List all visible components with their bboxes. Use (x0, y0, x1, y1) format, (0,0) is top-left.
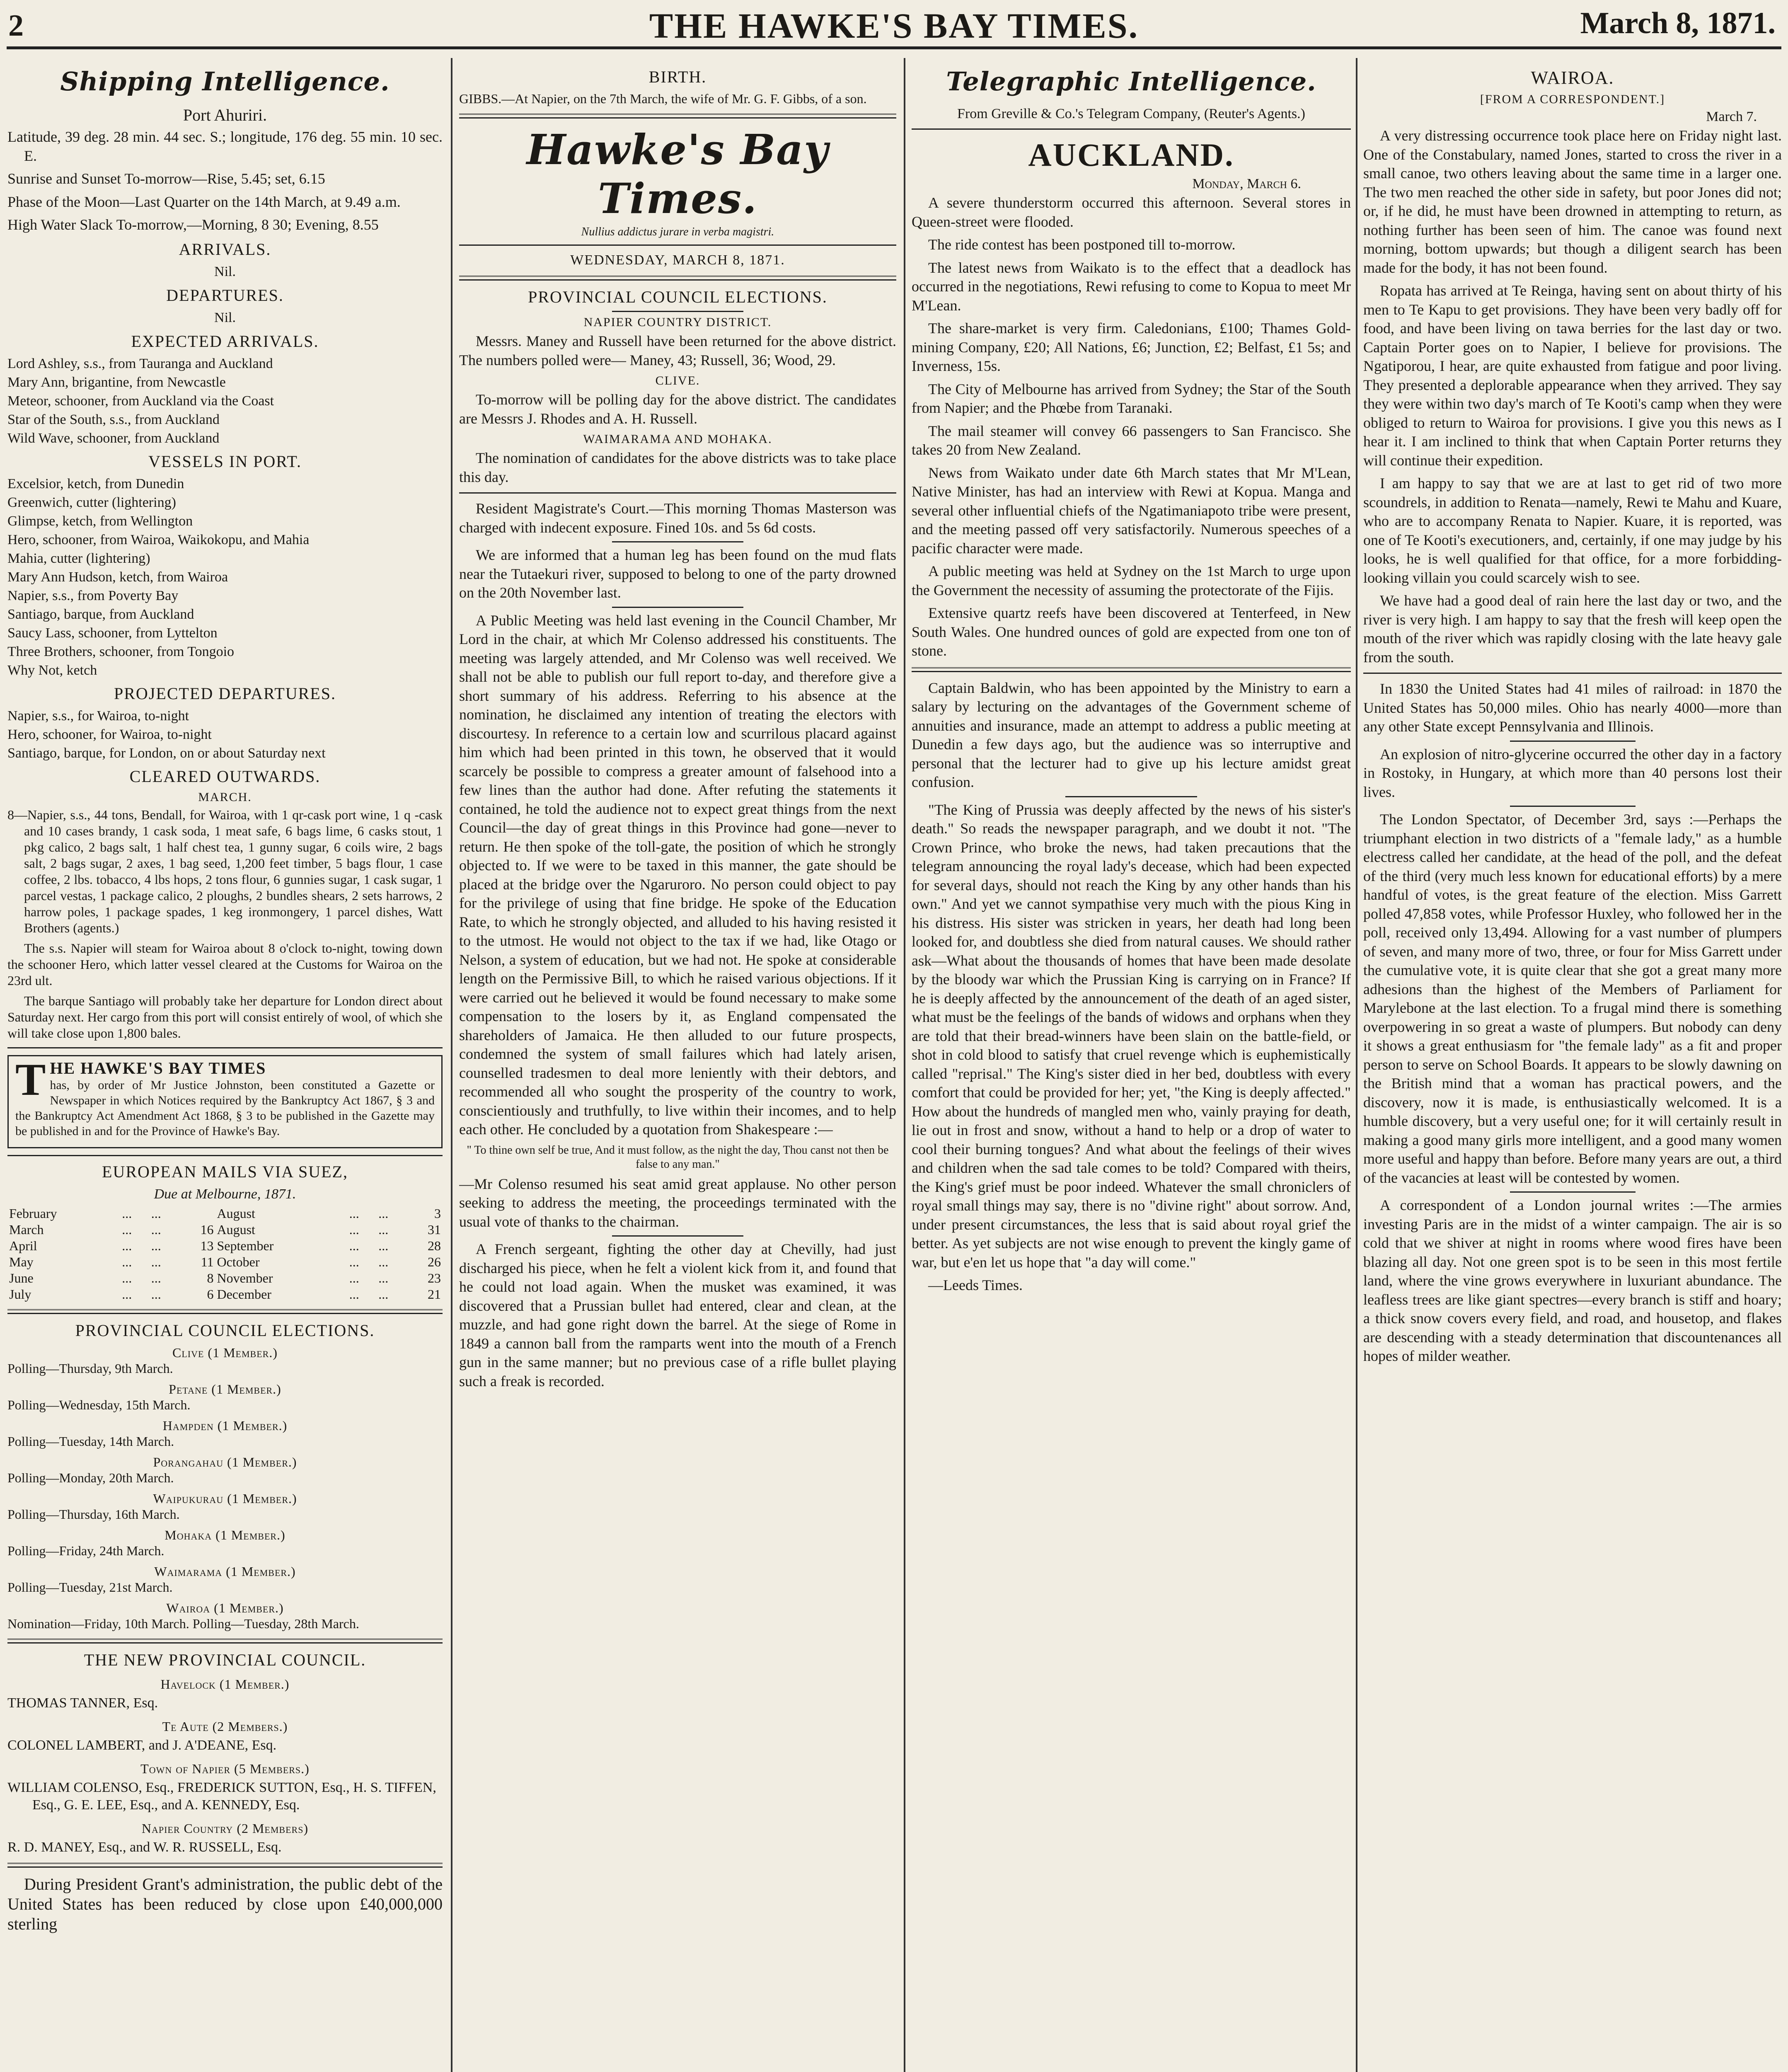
page-number: 2 (8, 9, 24, 43)
polling-date: Polling—Tuesday, 21st March. (7, 1579, 173, 1595)
mails-subheading: Due at Melbourne, 1871. (154, 1186, 296, 1202)
divider (912, 128, 1351, 130)
column-divider (904, 58, 905, 2072)
column-4 (1363, 62, 1782, 2072)
wairoa-paragraph: I am happy to say that we are at last to get rid of two more scoundrels, in addition to Renata—namely, Rewi te Mahu and Kuare, who are to accompany Renata to Napier. Kuare, it is reported, was one of Te Kooti's executioners, and, certainly, if one may judge by his looks, he is well qualified for that office, for a more forbidding-looking villain you could scarcely wish to see. (1363, 475, 1782, 586)
list-item: Excelsior, ketch, from Dunedin (7, 476, 184, 491)
divider (1065, 796, 1197, 797)
list-item: Glimpse, ketch, from Wellington (7, 513, 193, 529)
notice-dropcap: T (15, 1054, 46, 1105)
table-row: May ... ... 11 October ... ... 26 (9, 1254, 441, 1269)
masthead-rule (7, 46, 1781, 49)
telegram-paragraph: A severe thunderstorm occurred this afternoon. Several stores in Queen-street were flooded. (912, 194, 1351, 230)
column-divider (1356, 58, 1357, 2072)
clive-heading: CLIVE. (655, 374, 700, 387)
waimarama-heading: WAIMARAMA AND MOHAKA. (583, 432, 772, 446)
polling-date: Polling—Thursday, 9th March. (7, 1360, 173, 1376)
district-name: Petane (1 Member.) (169, 1381, 281, 1397)
elections-heading: PROVINCIAL COUNCIL ELECTIONS. (528, 288, 827, 306)
expected-heading: EXPECTED ARRIVALS. (131, 332, 319, 351)
polling-date: Nomination—Friday, 10th March. Polling—Tuesday, 28th March. (7, 1616, 359, 1631)
new-council-list (7, 1675, 443, 1856)
expected-list (7, 355, 443, 447)
table-row: June ... ... 8 November ... ... 23 (9, 1270, 441, 1285)
list-item: Santiago, barque, for London, on or about Saturday next (7, 745, 326, 761)
list-item: Three Brothers, schooner, from Tongoio (7, 644, 235, 659)
departures-value: Nil. (214, 310, 236, 325)
public-meeting: A Public Meeting was held last evening in the Council Chamber, Mr Lord in the chair, at which Mr Colenso addressed his constituents. The meeting was largely attended, and Mr Colenso was well received. We shall not be able to publish our full report to-day, and therefore give a short summary of his address. Referring to his absence at the nomination, he disclaimed any intention of treating the electors with discourtesy. In reference to a certain low and scurrilous placard against him which had been printed in this town, he observed that it would scarcely be possible to compress a greater amount of falsehood into a few lines than the author had done. After refuting the statements it contained, he told the audience not to expect great things from the next Council—the day of great things in this Province had gone—never to return. He then spoke of the toll-gate, the position of which he strongly objected to. If we were to be taxed in this manner, the gate should be placed at the bridge over the Ngaruroro. No person could object to pay for the privilege of using that fine bridge. He spoke of the Education Rate, to which he strongly objected, and alluded to his having resisted it to the utmost. He would not object to the tax if we had, like Otago or Nelson, a system of education, but we had not. He spoke at considerable length on the Permissive Bill, to which he raised various objections. If it were carried out he believed it would be found necessary to make some compensation to the losers by it, as England compensated the shareholders of Jamaica. He then alluded to our future prospects, condemned the system of small failures which had lately arisen, counselled tradesmen to deal more leniently with their debtors, and recommended all who sought the prosperity of the country to work, conscientiously and truthfully, to live within their incomes, and to help each other. He concluded by a quotation from Shakespeare :— (459, 612, 896, 1138)
clive-text: To-morrow will be polling day for the above district. The candidates are Messrs J. Rhodes and A. H. Russell. (459, 391, 896, 427)
polling-date: Polling—Monday, 20th March. (7, 1470, 174, 1485)
telegram-paragraph: The latest news from Waikato is to the effect that a deadlock has occurred in the negotiations, Rewi refusing to come to Kopua to meet Mr M'Lean. (912, 259, 1351, 314)
members: COLONEL LAMBERT, and J. A'DEANE, Esq. (7, 1737, 277, 1753)
members: R. D. MANEY, Esq., and W. R. RUSSELL, Esq. (7, 1839, 282, 1855)
list-item: Santiago, barque, from Auckland (7, 606, 194, 622)
cleared-entry: 8—Napier, s.s., 44 tons, Bendall, for Wairoa, with 1 qr-cask port wine, 1 q -cask and 10 cases brandy, 1 cask soda, 1 meat safe, 6 bags lime, 6 casks stout, 1 pkg calico, 2 bags salt, 1 half chest tea, 1 gunny sugar, 6 coils wire, 2 bags salt, 2 bags sugar, 2 axes, 1 bag seed, 1,200 feet timber, 5 bags flour, 1 case coffee, 2 lbs. tobacco, 4 lbs hops, 2 tons flour, 6 gunnies sugar, 1 cask sugar, 1 parcel vestas, 1 package calico, 2 ploughs, 2 bundles shears, 2 sets harrows, 2 harrow poles, 1 package spades, 1 keg ironmongery, 1 parcel dishes, Watt Brothers (agents.) (7, 807, 443, 935)
editorial-date: WEDNESDAY, MARCH 8, 1871. (570, 252, 785, 268)
latitude: Latitude, 39 deg. 28 min. 44 sec. S.; longitude, 176 deg. 55 min. 10 sec. E. (7, 128, 443, 164)
napier-country-heading: NAPIER COUNTRY DISTRICT. (583, 315, 772, 329)
wairoa-paragraph: A very distressing occurrence took place here on Friday night last. One of the Constabulary, named Jones, started to cross the river in a small canoe, two others leaving about the same time in a larger one. The two men reached the other side in safety, but poor Jones did not; or, if he did, he must have been drowned in attempting to return, as nothing further has been seen of him. The canoe was found next morning, bottom upwards; but though a diligent search has been made for the body, it has not been found. (1363, 127, 1782, 276)
waimarama-text: The nomination of candidates for the above districts was to take place this day. (459, 450, 896, 485)
list-item: Greenwich, cutter (lightering) (7, 494, 176, 510)
double-divider (459, 114, 896, 119)
list-item: Saucy Lass, schooner, from Lyttelton (7, 625, 218, 641)
telegram-paragraph: The ride contest has been postponed till to-morrow. (928, 236, 1236, 253)
column-1 (7, 62, 443, 2072)
sunrise: Sunrise and Sunset To-morrow—Rise, 5.45; set, 6.15 (7, 170, 325, 187)
divider (612, 607, 743, 608)
human-leg: We are informed that a human leg has been found on the mud flats near the Tutaekuri river, supposed to belong to one of the party drowned on the 20th November last. (459, 547, 896, 601)
column-3 (912, 62, 1351, 2072)
district-name: Wairoa (1 Member.) (166, 1600, 284, 1615)
telegraphic-heading: Telegraphic Intelligence. (946, 66, 1316, 97)
meeting-close: —Mr Colenso resumed his seat amid great applause. No other person seeking to address the meeting, the proceedings terminated with the usual vote of thanks to the chairman. (459, 1175, 896, 1230)
projected-list (7, 707, 443, 762)
correspondent-line: [FROM A CORRESPONDENT.] (1480, 92, 1665, 106)
cleared-heading: CLEARED OUTWARDS. (129, 767, 321, 786)
district-name: Te Aute (2 Members.) (162, 1719, 288, 1734)
napier-note: The s.s. Napier will steam for Wairoa about 8 o'clock to-night, towing down the schooner Hero, which latter vessel cleared at the Customs for Wairoa on the 23rd ult. (7, 940, 443, 988)
divider (7, 1155, 443, 1156)
divider (1510, 741, 1636, 742)
grant-paragraph: During President Grant's administration, the public debt of the United States has been reduced by close upon £40,000,000 sterling (7, 1874, 443, 1933)
column-divider (451, 58, 452, 2072)
list-item: Mary Ann Hudson, ketch, from Wairoa (7, 569, 228, 585)
district-name: Napier Country (2 Members) (141, 1820, 309, 1836)
issue-date: March 8, 1871. (1580, 6, 1776, 40)
district-name: Waipukurau (1 Member.) (153, 1491, 297, 1506)
polling-date: Polling—Wednesday, 15th March. (7, 1397, 191, 1412)
mails-table (7, 1205, 443, 1302)
district-name: Town of Napier (5 Members.) (140, 1761, 310, 1776)
shakespeare-quote: " To thine own self be true, And it must follow, as the night the day, Thou canst not then be false to any man." (467, 1143, 889, 1171)
district-name: Mohaka (1 Member.) (165, 1527, 285, 1542)
divider (612, 1235, 743, 1237)
divider (612, 311, 743, 312)
in-port-heading: VESSELS IN PORT. (148, 452, 302, 471)
list-item: Mahia, cutter (lightering) (7, 550, 150, 566)
nitro-explosion: An explosion of nitro-glycerine occurred the other day in a factory in Rostoky, in Hungary, at which more than 40 persons lost their lives. (1363, 746, 1782, 800)
district-name: Havelock (1 Member.) (160, 1676, 290, 1692)
polling-date: Polling—Friday, 24th March. (7, 1543, 165, 1558)
district-name: Waimarama (1 Member.) (154, 1564, 296, 1579)
telegram-paragraph: The share-market is very firm. Caledonians, £100; Thames Gold-mining Company, £20; All Nations, £6; Junction, £2; Belfast, £1 5s; and Inverness, 15s. (912, 320, 1351, 374)
double-divider (7, 1309, 443, 1314)
paris-siege: A correspondent of a London journal writes :—The armies investing Paris are in the midst of a winter campaign. The air is so cold that we shiver at night in rooms where wood fires have been blazing all day. Not one green spot is to be seen in this most fertile land, where the vine grows everywhere in luxuriant abundance. The leafless trees are like giant spectres—every branch is stiff and hoary; a thick snow covers every field, and road, and housetop, and flakes are descending with a steady determination that discountenances all hopes of milder weather. (1363, 1197, 1782, 1364)
auckland-heading: AUCKLAND. (1028, 137, 1234, 173)
auckland-dateline: Monday, March 6. (1192, 176, 1301, 191)
newspaper-title: THE HAWKE'S BAY TIMES. (649, 6, 1139, 46)
list-item: Lord Ashley, s.s., from Tauranga and Auckland (7, 356, 273, 371)
district-name: Porangahau (1 Member.) (153, 1454, 297, 1469)
masthead (0, 0, 1788, 46)
telegram-paragraph: The mail steamer will convey 66 passengers to San Francisco. She takes 20 from New Zealand. (912, 422, 1351, 458)
list-item: Meteor, schooner, from Auckland via the Coast (7, 393, 274, 409)
divider (1363, 673, 1782, 674)
table-row: July ... ... 6 December ... ... 21 (9, 1286, 441, 1302)
gazette-notice (7, 1055, 443, 1148)
table-row: March ... ... 16 August ... ... 31 (9, 1222, 441, 1237)
notice-heading: HE HAWKE'S BAY TIMES (50, 1058, 266, 1077)
list-item: Napier, s.s., for Wairoa, to-night (7, 708, 189, 724)
table-row: February ... ... August ... ... 3 (9, 1205, 441, 1221)
birth-heading: BIRTH. (648, 68, 707, 86)
captain-baldwin: Captain Baldwin, who has been appointed by the Ministry to earn a salary by lecturing on the advantages of the Government scheme of annuities and insurance, made an attempt to address a public meeting at Dunedin a few days ago, but the audience was so interruptive and personal that the lecturer had to give up his lecture amidst great confusion. (912, 679, 1351, 790)
arrivals-value: Nil. (214, 264, 236, 279)
new-council-heading: THE NEW PROVINCIAL COUNCIL. (84, 1650, 366, 1669)
divider (1510, 1191, 1636, 1193)
napier-country-result: Messrs. Maney and Russell have been returned for the above district. The numbers polled were— Maney, 43; Russell, 36; Wood, 29. (459, 333, 896, 368)
list-item: Hero, schooner, for Wairoa, to-night (7, 726, 212, 742)
cleared-month: MARCH. (198, 790, 252, 804)
list-item: Hero, schooner, from Wairoa, Waikokopu, and Mahia (7, 532, 310, 547)
list-item: Wild Wave, schooner, from Auckland (7, 430, 220, 446)
divider (7, 1047, 443, 1048)
list-item: Why Not, ketch (7, 662, 97, 678)
wairoa-paragraph: Ropata has arrived at Te Reinga, having sent on about thirty of his men to Te Kapu to get provisions. They have been very badly off for food, and have been living on tawa berries for the last day or two. Captain Porter goes on to Napier, I believe for provisions. The Ngatiporou, I hear, are quite exhausted from fatigue and poor living. They presented a deplorable appearance when they arrived. They say they were within two day's march of Te Kooti's camp when they were obliged to return to Wairoa for provisions. I give you this news as I hear it. I am inclined to think that when Captain Porter returns they will continue their expedition. (1363, 282, 1782, 469)
mails-heading: EUROPEAN MAILS VIA SUEZ, (102, 1162, 348, 1181)
french-sergeant: A French sergeant, fighting the other day at Chevilly, had just discharged his piece, when he felt a violent kick from it, and found that he could not load again. When the musket was examined, it was discovered that a Prussian bullet had entered, clear and clean, at the muzzle, and had gone right down the barrel. At the siege of Rome in 1849 a cannon ball from the ramparts went into the mouth of a French gun in the same manner; but no previous case of a rifle bullet playing such a freak is recorded. (459, 1241, 896, 1389)
telegram-paragraph: A public meeting was held at Sydney on the 1st March to urge upon the Government the necessity of assuming the protectorate of the Fijis. (912, 563, 1351, 598)
polling-date: Polling—Tuesday, 14th March. (7, 1433, 174, 1449)
elections-list (7, 1345, 443, 1632)
santiago-note: The barque Santiago will probably take her departure for London direct about Saturday next. Her cargo from this port will consist entirely of wool, of which she will take close upon 1,800 bales. (7, 993, 443, 1041)
divider (1510, 806, 1636, 807)
wairoa-paragraph: We have had a good deal of rain here the last day or two, and the river is very high. I am happy to say that the fresh will keep open the mouth of the river which was rapidly closing with the late heavy gale from the south. (1363, 592, 1782, 666)
arrivals-heading: ARRIVALS. (179, 240, 271, 259)
district-name: Clive (1 Member.) (172, 1345, 278, 1360)
telegram-source: From Greville & Co.'s Telegram Company, (Reuter's Agents.) (957, 106, 1305, 121)
wairoa-date: March 7. (1706, 109, 1757, 124)
magistrate-court: Resident Magistrate's Court.—This morning Thomas Masterson was charged with indecent exposure. Fined 10s. and 5s 6d costs. (459, 500, 896, 536)
divider (459, 244, 896, 246)
double-divider (912, 667, 1351, 672)
london-spectator: The London Spectator, of December 3rd, says :—Perhaps the triumphant election in two districts of a "female lady," as a humble electress called her candidate, at the head of the poll, and the defeat of the third (very much less known for educational efforts) by a mere handful of votes, is the great feature of the election. Miss Garrett polled 47,858 votes, while Professor Huxley, who followed her in the poll, received only 13,494. Allowing for a vast number of plumpers of seven, and many more of two, three, or four for Miss Garrett under the cumulative vote, it is quite clear that she got a great many more adhesions than the highest of the Members of Parliament for Marylebone at the last election. To a frugal mind there is something overpowering in so great a waste of plumpers. But nobody can deny it shows a great enthusiasm for "the female lady" as a fit and proper person to serve on School Boards. It appears to be slowly dawning on the British mind that a woman has practical powers, and the discovery, now it is made, is enthusiastically welcomed. It is a humble discovery, but a very useful one; for it will certainly result in making a good many girls more intelligent, and a good many women more useful and happy than before. Before many years are out, a third of the vacancies at least will be contested by women. (1363, 811, 1782, 1186)
divider (459, 492, 896, 494)
polling-date: Polling—Thursday, 16th March. (7, 1506, 180, 1522)
high-water: High Water Slack To-morrow,—Morning, 8 30; Evening, 8.55 (7, 216, 379, 233)
moon-phase: Phase of the Moon—Last Quarter on the 14th March, at 9.49 a.m. (7, 193, 401, 210)
double-divider (459, 276, 896, 281)
projected-heading: PROJECTED DEPARTURES. (114, 684, 336, 703)
double-divider (7, 1863, 443, 1868)
list-item: Napier, s.s., from Poverty Bay (7, 588, 179, 603)
leeds-times: —Leeds Times. (928, 1277, 1023, 1293)
telegram-paragraph: Extensive quartz reefs have been discovered at Tenterfeed, in New South Wales. One hundred ounces of gold are expected from one ton of stone. (912, 605, 1351, 659)
column-2 (459, 62, 896, 2072)
divider (612, 541, 743, 542)
double-divider (7, 1639, 443, 1644)
district-name: Hampden (1 Member.) (162, 1418, 288, 1433)
members: THOMAS TANNER, Esq. (7, 1695, 158, 1711)
elections-heading: PROVINCIAL COUNCIL ELECTIONS. (75, 1321, 375, 1340)
in-port-list (7, 475, 443, 679)
telegram-paragraph: News from Waikato under date 6th March states that Mr M'Lean, Native Minister, has had an interview with Rewi at Kopua. Manga and several other influential chiefs of the Ngatimaniapoto tribe were present, and the meeting passed off very satisfactorily. Numerous speeches of a pacific character were made. (912, 464, 1351, 557)
paper-title: Hawke's Bay Times. (526, 125, 829, 223)
shipping-heading: Shipping Intelligence. (60, 66, 390, 97)
departures-heading: DEPARTURES. (166, 286, 284, 305)
king-of-prussia: "The King of Prussia was deeply affected by the news of his sister's death." So reads the newspaper paragraph, and we doubt it not. "The Crown Prince, who broke the news, had taken precautions that the telegram announcing the royal lady's decease, which had been expected for several days, should not reach the King by any other hands than his own." And yet we cannot sympathise very much with the pious King in his distress. His sister was stricken in years, her death had long been looked for, and doubtless she died from natural causes. We should rather ask—What about the thousands of homes that have been made desolate by the bloody war which the Prussian King is carrying on in France? If he is deeply affected by the announcement of the death of an aged sister, what must be the feelings of the bands of widows and orphans when they are told that their bread-winners have been slain on the battle-field, or shot in cold blood to satisfy that cruel revenge which is euphemistically called "reprisal." The King's sister died in her bed, doubtless with every comfort that could be provided for her; yet, "the King is deeply affected." How about the hundreds of mangled men who, vainly praying for death, lie out in frost and snow, without a hand to help or a drop of water to cool their burning tongues? And what about the feelings of their wives and children when the sad tale comes to be told? Compared with theirs, the King's grief must be poor indeed. Whatever the small chroniclers of royal small things may say, there is no "divine right" about sorrow. And, under present circumstances, the less that is said about royal grief the better. As yet subjects are not wise enough to prevent the kingly game of war, but e'en let us hope that "a day will come." (912, 801, 1351, 1271)
table-row: April ... ... 13 September ... ... 28 (9, 1238, 441, 1253)
list-item: Star of the South, s.s., from Auckland (7, 411, 220, 427)
motto: Nullius addictus jurare in verba magistri. (581, 225, 774, 238)
us-railroads: In 1830 the United States had 41 miles of railroad: in 1870 the United States has 50,000 miles. Ohio has nearly 4000—more than any other State except Pennsylvania and Illinois. (1363, 680, 1782, 735)
port-name: Port Ahuriri. (183, 106, 267, 124)
list-item: Mary Ann, brigantine, from Newcastle (7, 374, 226, 390)
notice-body: has, by order of Mr Justice Johnston, been constituted a Gazette or Newspaper in which Notices required by the Bankruptcy Act 1867, § 3 and the Bankruptcy Act Amendment Act 1868, § 3 to be published in the Gazette may be published in and for the Province of Hawke's Bay. (15, 1078, 435, 1138)
members: WILLIAM COLENSO, Esq., FREDERICK SUTTON, Esq., H. S. TIFFEN, Esq., G. E. LEE, Esq., and A. KENNEDY, Esq. (7, 1779, 436, 1813)
wairoa-heading: WAIROA. (1531, 68, 1614, 88)
telegram-paragraph: The City of Melbourne has arrived from Sydney; the Star of the South from Napier; and the Phœbe from Taranaki. (912, 380, 1351, 416)
birth-notice: GIBBS.—At Napier, on the 7th March, the wife of Mr. G. F. Gibbs, of a son. (459, 91, 867, 106)
